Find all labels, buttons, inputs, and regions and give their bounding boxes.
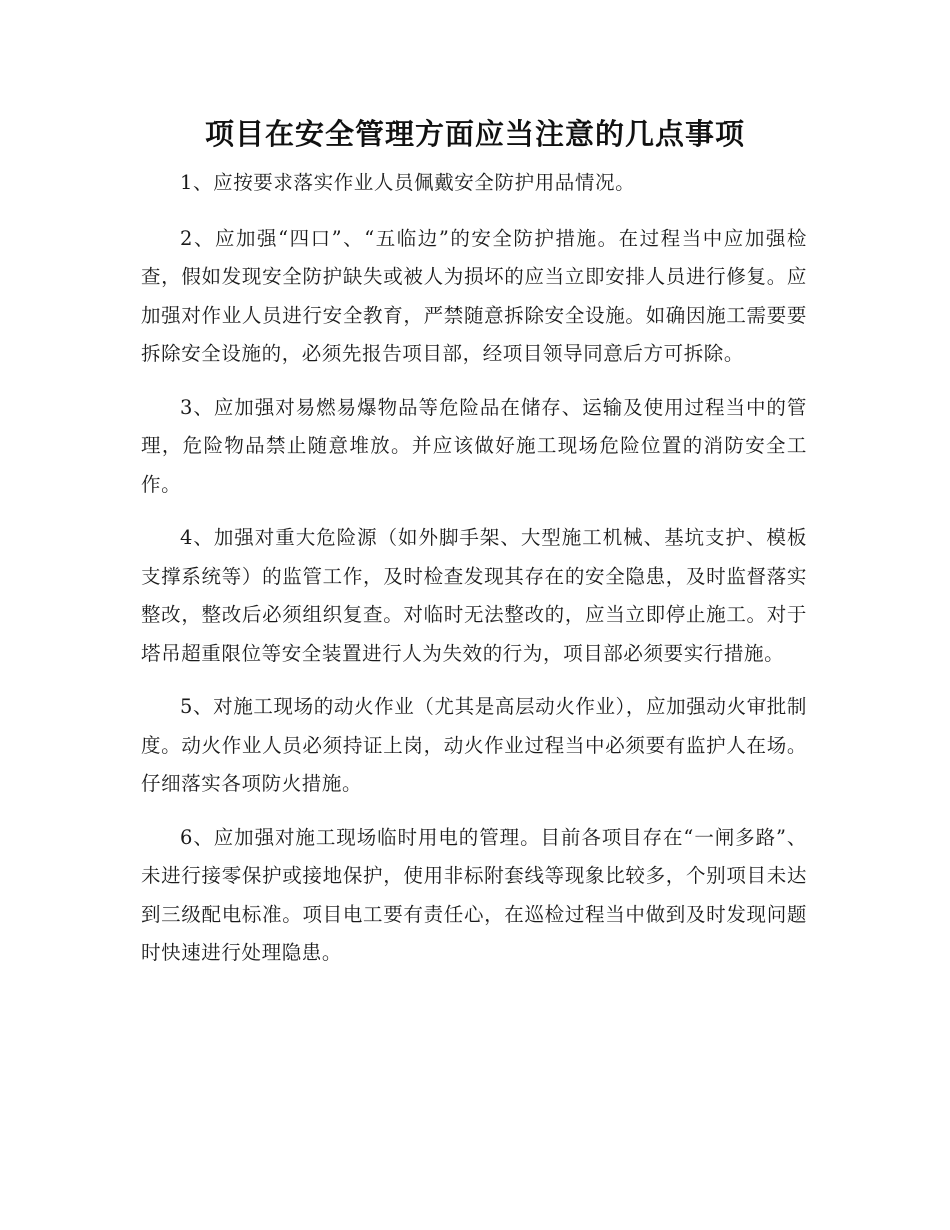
paragraph-6: 6、应加强对施工现场临时用电的管理。目前各项目存在“一闸多路”、未进行接零保护或接地保护，使用非标附套线等现象比较多，个别项目未达到三级配电标准。项目电工要有责任心，在巡检过程当中做到及时发现问题时快速进行处理隐患。 bbox=[141, 825, 807, 964]
paragraph-3: 3、应加强对易燃易爆物品等危险品在储存、运输及使用过程当中的管理，危险物品禁止随意堆放。并应该做好施工现场危险位置的消防安全工作。 bbox=[141, 395, 807, 496]
document-title: 项目在安全管理方面应当注意的几点事项 bbox=[204, 117, 745, 151]
paragraph-5: 5、对施工现场的动火作业（尤其是高层动火作业），应加强动火审批制度。动火作业人员必须持证上岗，动火作业过程当中必须要有监护人在场。仔细落实各项防火措施。 bbox=[141, 695, 807, 795]
paragraph-1: 1、应按要求落实作业人员佩戴安全防护用品情况。 bbox=[180, 171, 636, 194]
paragraph-4: 4、加强对重大危险源（如外脚手架、大型施工机械、基坑支护、模板支撑系统等）的监管工作，及时检查发现其存在的安全隐患，及时监督落实整改，整改后必须组织复查。对临时无法整改的，应当立即停止施工。对于塔吊超重限位等安全装置进行人为失效的行为，项目部必须要实行措施。 bbox=[141, 526, 807, 665]
paragraph-2: 2、应加强“四口”、“五临边”的安全防护措施。在过程当中应加强检查，假如发现安全防护缺失或被人为损坏的应当立即安排人员进行修复。应加强对作业人员进行安全教育，严禁随意拆除安全设施。如确因施工需要要拆除安全设施的，必须先报告项目部，经项目领导同意后方可拆除。 bbox=[141, 226, 807, 365]
document-body bbox=[141, 164, 807, 988]
